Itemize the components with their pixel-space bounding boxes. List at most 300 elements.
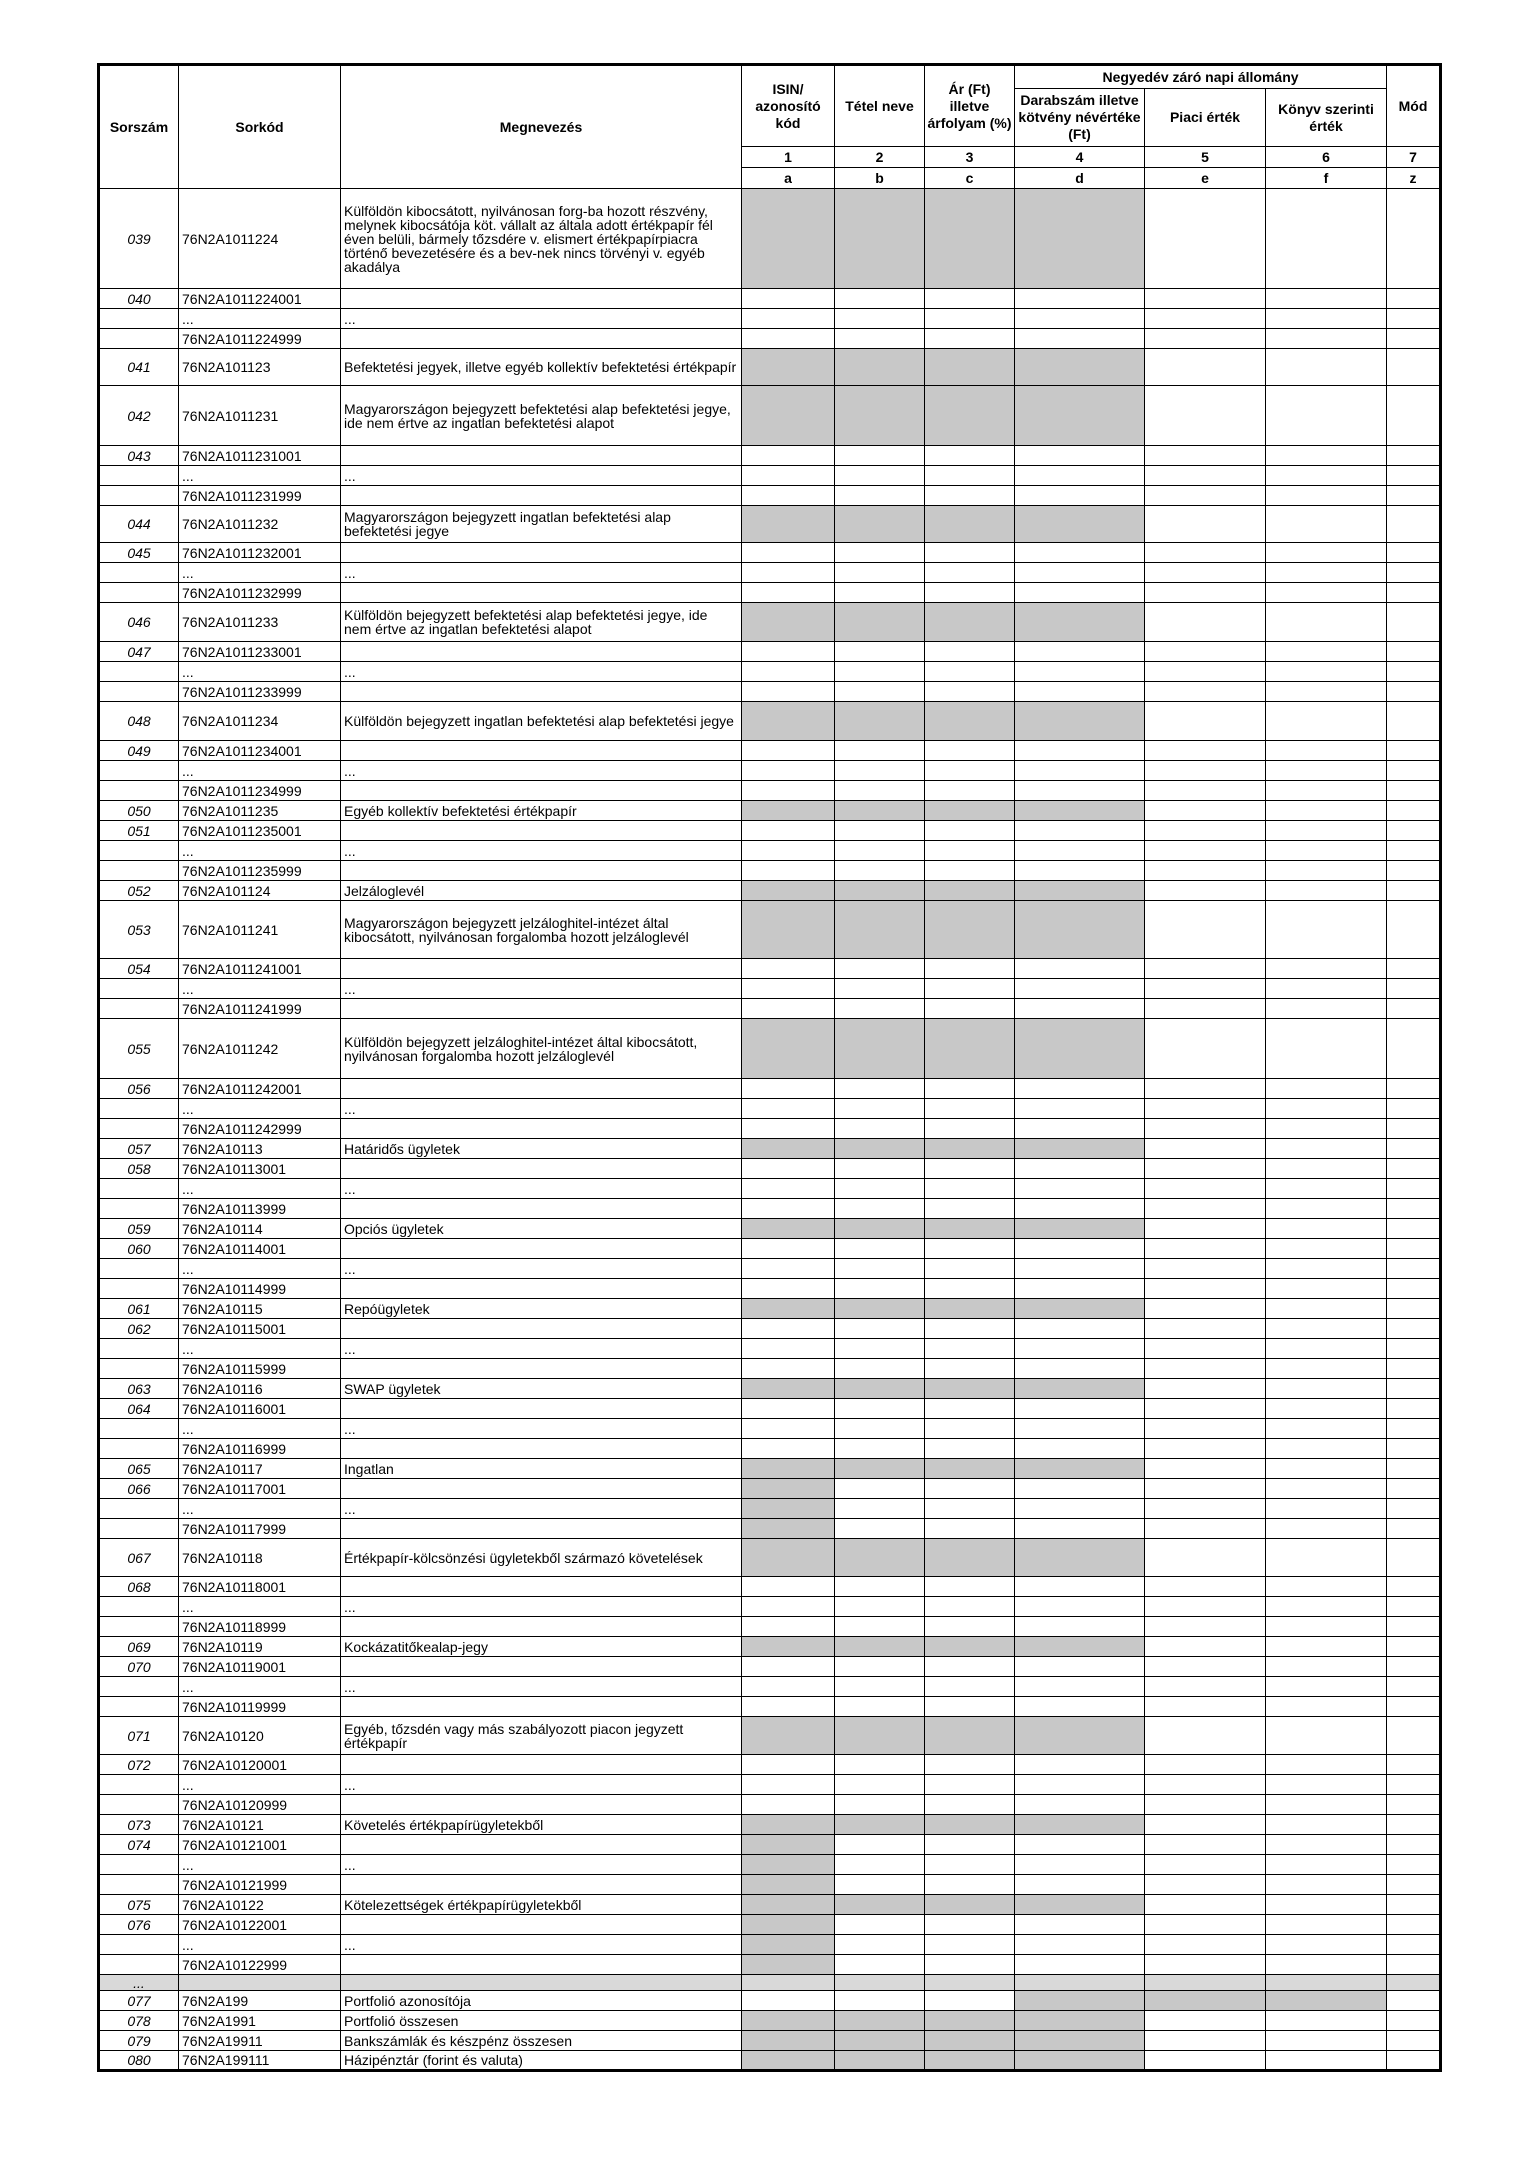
isin-cell[interactable] — [742, 1099, 835, 1119]
darabszam-cell[interactable] — [1015, 583, 1145, 603]
darabszam-cell[interactable] — [1015, 1875, 1145, 1895]
tetel-neve-cell[interactable] — [835, 486, 925, 506]
tetel-neve-cell[interactable] — [835, 1835, 925, 1855]
isin-cell[interactable] — [742, 1677, 835, 1697]
piaci-ertek-cell[interactable] — [1145, 1179, 1266, 1199]
tetel-neve-cell[interactable] — [835, 979, 925, 999]
piaci-ertek-cell[interactable] — [1145, 801, 1266, 821]
ar-cell[interactable] — [925, 1419, 1015, 1439]
mod-cell[interactable] — [1387, 1319, 1441, 1339]
ar-cell[interactable] — [925, 1279, 1015, 1299]
isin-cell[interactable] — [742, 959, 835, 979]
tetel-neve-cell[interactable] — [835, 781, 925, 801]
darabszam-cell[interactable] — [1015, 1697, 1145, 1717]
konyv-ertek-cell[interactable] — [1266, 1099, 1387, 1119]
konyv-ertek-cell[interactable] — [1266, 1459, 1387, 1479]
mod-cell[interactable] — [1387, 1815, 1441, 1835]
konyv-ertek-cell[interactable] — [1266, 349, 1387, 386]
tetel-neve-cell[interactable] — [835, 563, 925, 583]
konyv-ertek-cell[interactable] — [1266, 1159, 1387, 1179]
darabszam-cell[interactable] — [1015, 861, 1145, 881]
konyv-ertek-cell[interactable] — [1266, 1139, 1387, 1159]
konyv-ertek-cell[interactable] — [1266, 1419, 1387, 1439]
ar-cell[interactable] — [925, 1359, 1015, 1379]
mod-cell[interactable] — [1387, 1279, 1441, 1299]
piaci-ertek-cell[interactable] — [1145, 959, 1266, 979]
konyv-ertek-cell[interactable] — [1266, 841, 1387, 861]
darabszam-cell[interactable] — [1015, 1835, 1145, 1855]
mod-cell[interactable] — [1387, 1835, 1441, 1855]
isin-cell[interactable] — [742, 1179, 835, 1199]
piaci-ertek-cell[interactable] — [1145, 1079, 1266, 1099]
mod-cell[interactable] — [1387, 1755, 1441, 1775]
piaci-ertek-cell[interactable] — [1145, 682, 1266, 702]
konyv-ertek-cell[interactable] — [1266, 1697, 1387, 1717]
mod-cell[interactable] — [1387, 841, 1441, 861]
mod-cell[interactable] — [1387, 741, 1441, 761]
ar-cell[interactable] — [925, 1617, 1015, 1637]
mod-cell[interactable] — [1387, 1399, 1441, 1419]
mod-cell[interactable] — [1387, 1775, 1441, 1795]
isin-cell[interactable] — [742, 821, 835, 841]
darabszam-cell[interactable] — [1015, 1915, 1145, 1935]
konyv-ertek-cell[interactable] — [1266, 1775, 1387, 1795]
konyv-ertek-cell[interactable] — [1266, 901, 1387, 959]
piaci-ertek-cell[interactable] — [1145, 1399, 1266, 1419]
tetel-neve-cell[interactable] — [835, 1279, 925, 1299]
darabszam-cell[interactable] — [1015, 1755, 1145, 1775]
ar-cell[interactable] — [925, 486, 1015, 506]
darabszam-cell[interactable] — [1015, 1279, 1145, 1299]
konyv-ertek-cell[interactable] — [1266, 979, 1387, 999]
darabszam-cell[interactable] — [1015, 563, 1145, 583]
mod-cell[interactable] — [1387, 1617, 1441, 1637]
ar-cell[interactable] — [925, 979, 1015, 999]
piaci-ertek-cell[interactable] — [1145, 999, 1266, 1019]
darabszam-cell[interactable] — [1015, 741, 1145, 761]
mod-cell[interactable] — [1387, 1119, 1441, 1139]
piaci-ertek-cell[interactable] — [1145, 702, 1266, 741]
isin-cell[interactable] — [742, 1079, 835, 1099]
mod-cell[interactable] — [1387, 1019, 1441, 1079]
darabszam-cell[interactable] — [1015, 1179, 1145, 1199]
darabszam-cell[interactable] — [1015, 1359, 1145, 1379]
mod-cell[interactable] — [1387, 901, 1441, 959]
darabszam-cell[interactable] — [1015, 662, 1145, 682]
konyv-ertek-cell[interactable] — [1266, 861, 1387, 881]
mod-cell[interactable] — [1387, 761, 1441, 781]
ar-cell[interactable] — [925, 1399, 1015, 1419]
konyv-ertek-cell[interactable] — [1266, 959, 1387, 979]
mod-cell[interactable] — [1387, 1499, 1441, 1519]
ar-cell[interactable] — [925, 1795, 1015, 1815]
piaci-ertek-cell[interactable] — [1145, 1657, 1266, 1677]
ar-cell[interactable] — [925, 741, 1015, 761]
konyv-ertek-cell[interactable] — [1266, 682, 1387, 702]
konyv-ertek-cell[interactable] — [1266, 329, 1387, 349]
konyv-ertek-cell[interactable] — [1266, 1955, 1387, 1975]
tetel-neve-cell[interactable] — [835, 1657, 925, 1677]
konyv-ertek-cell[interactable] — [1266, 801, 1387, 821]
piaci-ertek-cell[interactable] — [1145, 861, 1266, 881]
isin-cell[interactable] — [742, 1319, 835, 1339]
konyv-ertek-cell[interactable] — [1266, 662, 1387, 682]
piaci-ertek-cell[interactable] — [1145, 1019, 1266, 1079]
ar-cell[interactable] — [925, 1875, 1015, 1895]
darabszam-cell[interactable] — [1015, 1577, 1145, 1597]
isin-cell[interactable] — [742, 1439, 835, 1459]
mod-cell[interactable] — [1387, 1199, 1441, 1219]
ar-cell[interactable] — [925, 466, 1015, 486]
mod-cell[interactable] — [1387, 563, 1441, 583]
piaci-ertek-cell[interactable] — [1145, 1539, 1266, 1577]
isin-cell[interactable] — [742, 543, 835, 563]
mod-cell[interactable] — [1387, 1379, 1441, 1399]
konyv-ertek-cell[interactable] — [1266, 189, 1387, 289]
isin-cell[interactable] — [742, 999, 835, 1019]
konyv-ertek-cell[interactable] — [1266, 1319, 1387, 1339]
piaci-ertek-cell[interactable] — [1145, 1617, 1266, 1637]
ar-cell[interactable] — [925, 959, 1015, 979]
piaci-ertek-cell[interactable] — [1145, 446, 1266, 466]
tetel-neve-cell[interactable] — [835, 583, 925, 603]
tetel-neve-cell[interactable] — [835, 1399, 925, 1419]
piaci-ertek-cell[interactable] — [1145, 1677, 1266, 1697]
darabszam-cell[interactable] — [1015, 1617, 1145, 1637]
mod-cell[interactable] — [1387, 1855, 1441, 1875]
piaci-ertek-cell[interactable] — [1145, 1775, 1266, 1795]
mod-cell[interactable] — [1387, 1479, 1441, 1499]
darabszam-cell[interactable] — [1015, 1119, 1145, 1139]
mod-cell[interactable] — [1387, 1459, 1441, 1479]
piaci-ertek-cell[interactable] — [1145, 1499, 1266, 1519]
konyv-ertek-cell[interactable] — [1266, 1519, 1387, 1539]
konyv-ertek-cell[interactable] — [1266, 1657, 1387, 1677]
konyv-ertek-cell[interactable] — [1266, 2011, 1387, 2031]
mod-cell[interactable] — [1387, 466, 1441, 486]
ar-cell[interactable] — [925, 821, 1015, 841]
konyv-ertek-cell[interactable] — [1266, 1499, 1387, 1519]
isin-cell[interactable] — [742, 761, 835, 781]
isin-cell[interactable] — [742, 1975, 835, 1991]
darabszam-cell[interactable] — [1015, 466, 1145, 486]
isin-cell[interactable] — [742, 1119, 835, 1139]
tetel-neve-cell[interactable] — [835, 1079, 925, 1099]
piaci-ertek-cell[interactable] — [1145, 1519, 1266, 1539]
ar-cell[interactable] — [925, 1239, 1015, 1259]
isin-cell[interactable] — [742, 1577, 835, 1597]
konyv-ertek-cell[interactable] — [1266, 1379, 1387, 1399]
konyv-ertek-cell[interactable] — [1266, 1539, 1387, 1577]
tetel-neve-cell[interactable] — [835, 1439, 925, 1459]
darabszam-cell[interactable] — [1015, 1199, 1145, 1219]
mod-cell[interactable] — [1387, 1975, 1441, 1991]
darabszam-cell[interactable] — [1015, 1099, 1145, 1119]
konyv-ertek-cell[interactable] — [1266, 1815, 1387, 1835]
tetel-neve-cell[interactable] — [835, 1499, 925, 1519]
mod-cell[interactable] — [1387, 2011, 1441, 2031]
isin-cell[interactable] — [742, 583, 835, 603]
konyv-ertek-cell[interactable] — [1266, 1399, 1387, 1419]
mod-cell[interactable] — [1387, 603, 1441, 642]
konyv-ertek-cell[interactable] — [1266, 999, 1387, 1019]
mod-cell[interactable] — [1387, 1219, 1441, 1239]
tetel-neve-cell[interactable] — [835, 1199, 925, 1219]
piaci-ertek-cell[interactable] — [1145, 486, 1266, 506]
isin-cell[interactable] — [742, 1199, 835, 1219]
darabszam-cell[interactable] — [1015, 1159, 1145, 1179]
darabszam-cell[interactable] — [1015, 1079, 1145, 1099]
konyv-ertek-cell[interactable] — [1266, 1717, 1387, 1755]
isin-cell[interactable] — [742, 329, 835, 349]
mod-cell[interactable] — [1387, 1099, 1441, 1119]
ar-cell[interactable] — [925, 1855, 1015, 1875]
darabszam-cell[interactable] — [1015, 486, 1145, 506]
tetel-neve-cell[interactable] — [835, 1775, 925, 1795]
piaci-ertek-cell[interactable] — [1145, 1915, 1266, 1935]
isin-cell[interactable] — [742, 1755, 835, 1775]
konyv-ertek-cell[interactable] — [1266, 1019, 1387, 1079]
konyv-ertek-cell[interactable] — [1266, 2031, 1387, 2051]
isin-cell[interactable] — [742, 1159, 835, 1179]
ar-cell[interactable] — [925, 1499, 1015, 1519]
isin-cell[interactable] — [742, 1359, 835, 1379]
ar-cell[interactable] — [925, 1935, 1015, 1955]
piaci-ertek-cell[interactable] — [1145, 1359, 1266, 1379]
tetel-neve-cell[interactable] — [835, 1259, 925, 1279]
darabszam-cell[interactable] — [1015, 543, 1145, 563]
konyv-ertek-cell[interactable] — [1266, 1795, 1387, 1815]
isin-cell[interactable] — [742, 1991, 835, 2011]
konyv-ertek-cell[interactable] — [1266, 1975, 1387, 1991]
mod-cell[interactable] — [1387, 506, 1441, 543]
mod-cell[interactable] — [1387, 1419, 1441, 1439]
mod-cell[interactable] — [1387, 1717, 1441, 1755]
mod-cell[interactable] — [1387, 821, 1441, 841]
mod-cell[interactable] — [1387, 781, 1441, 801]
tetel-neve-cell[interactable] — [835, 662, 925, 682]
ar-cell[interactable] — [925, 1519, 1015, 1539]
piaci-ertek-cell[interactable] — [1145, 1855, 1266, 1875]
ar-cell[interactable] — [925, 1775, 1015, 1795]
tetel-neve-cell[interactable] — [835, 289, 925, 309]
piaci-ertek-cell[interactable] — [1145, 1219, 1266, 1239]
mod-cell[interactable] — [1387, 959, 1441, 979]
piaci-ertek-cell[interactable] — [1145, 1319, 1266, 1339]
konyv-ertek-cell[interactable] — [1266, 289, 1387, 309]
ar-cell[interactable] — [925, 1677, 1015, 1697]
mod-cell[interactable] — [1387, 1139, 1441, 1159]
isin-cell[interactable] — [742, 1697, 835, 1717]
tetel-neve-cell[interactable] — [835, 1239, 925, 1259]
tetel-neve-cell[interactable] — [835, 959, 925, 979]
darabszam-cell[interactable] — [1015, 761, 1145, 781]
ar-cell[interactable] — [925, 329, 1015, 349]
mod-cell[interactable] — [1387, 1657, 1441, 1677]
darabszam-cell[interactable] — [1015, 1677, 1145, 1697]
isin-cell[interactable] — [742, 741, 835, 761]
konyv-ertek-cell[interactable] — [1266, 1677, 1387, 1697]
mod-cell[interactable] — [1387, 801, 1441, 821]
tetel-neve-cell[interactable] — [835, 841, 925, 861]
piaci-ertek-cell[interactable] — [1145, 1795, 1266, 1815]
darabszam-cell[interactable] — [1015, 1499, 1145, 1519]
piaci-ertek-cell[interactable] — [1145, 881, 1266, 901]
mod-cell[interactable] — [1387, 1439, 1441, 1459]
piaci-ertek-cell[interactable] — [1145, 1835, 1266, 1855]
darabszam-cell[interactable] — [1015, 959, 1145, 979]
tetel-neve-cell[interactable] — [835, 1617, 925, 1637]
tetel-neve-cell[interactable] — [835, 642, 925, 662]
mod-cell[interactable] — [1387, 1299, 1441, 1319]
piaci-ertek-cell[interactable] — [1145, 642, 1266, 662]
tetel-neve-cell[interactable] — [835, 1099, 925, 1119]
tetel-neve-cell[interactable] — [835, 999, 925, 1019]
darabszam-cell[interactable] — [1015, 1519, 1145, 1539]
darabszam-cell[interactable] — [1015, 1855, 1145, 1875]
piaci-ertek-cell[interactable] — [1145, 563, 1266, 583]
konyv-ertek-cell[interactable] — [1266, 1915, 1387, 1935]
darabszam-cell[interactable] — [1015, 1339, 1145, 1359]
isin-cell[interactable] — [742, 1775, 835, 1795]
konyv-ertek-cell[interactable] — [1266, 466, 1387, 486]
konyv-ertek-cell[interactable] — [1266, 2051, 1387, 2071]
darabszam-cell[interactable] — [1015, 1479, 1145, 1499]
ar-cell[interactable] — [925, 1099, 1015, 1119]
mod-cell[interactable] — [1387, 1179, 1441, 1199]
isin-cell[interactable] — [742, 841, 835, 861]
ar-cell[interactable] — [925, 1079, 1015, 1099]
isin-cell[interactable] — [742, 682, 835, 702]
konyv-ertek-cell[interactable] — [1266, 881, 1387, 901]
darabszam-cell[interactable] — [1015, 1597, 1145, 1617]
isin-cell[interactable] — [742, 289, 835, 309]
konyv-ertek-cell[interactable] — [1266, 386, 1387, 446]
piaci-ertek-cell[interactable] — [1145, 1697, 1266, 1717]
mod-cell[interactable] — [1387, 446, 1441, 466]
konyv-ertek-cell[interactable] — [1266, 642, 1387, 662]
ar-cell[interactable] — [925, 1199, 1015, 1219]
ar-cell[interactable] — [925, 1339, 1015, 1359]
konyv-ertek-cell[interactable] — [1266, 603, 1387, 642]
darabszam-cell[interactable] — [1015, 1399, 1145, 1419]
mod-cell[interactable] — [1387, 1159, 1441, 1179]
piaci-ertek-cell[interactable] — [1145, 761, 1266, 781]
mod-cell[interactable] — [1387, 1539, 1441, 1577]
mod-cell[interactable] — [1387, 1677, 1441, 1697]
piaci-ertek-cell[interactable] — [1145, 1577, 1266, 1597]
darabszam-cell[interactable] — [1015, 1935, 1145, 1955]
mod-cell[interactable] — [1387, 1597, 1441, 1617]
darabszam-cell[interactable] — [1015, 446, 1145, 466]
isin-cell[interactable] — [742, 781, 835, 801]
mod-cell[interactable] — [1387, 1697, 1441, 1717]
ar-cell[interactable] — [925, 309, 1015, 329]
darabszam-cell[interactable] — [1015, 289, 1145, 309]
konyv-ertek-cell[interactable] — [1266, 1935, 1387, 1955]
tetel-neve-cell[interactable] — [835, 1975, 925, 1991]
piaci-ertek-cell[interactable] — [1145, 1955, 1266, 1975]
isin-cell[interactable] — [742, 486, 835, 506]
piaci-ertek-cell[interactable] — [1145, 781, 1266, 801]
tetel-neve-cell[interactable] — [835, 1319, 925, 1339]
mod-cell[interactable] — [1387, 1915, 1441, 1935]
isin-cell[interactable] — [742, 1617, 835, 1637]
piaci-ertek-cell[interactable] — [1145, 1875, 1266, 1895]
mod-cell[interactable] — [1387, 2031, 1441, 2051]
konyv-ertek-cell[interactable] — [1266, 1279, 1387, 1299]
piaci-ertek-cell[interactable] — [1145, 1199, 1266, 1219]
ar-cell[interactable] — [925, 999, 1015, 1019]
ar-cell[interactable] — [925, 841, 1015, 861]
konyv-ertek-cell[interactable] — [1266, 1597, 1387, 1617]
tetel-neve-cell[interactable] — [835, 466, 925, 486]
tetel-neve-cell[interactable] — [835, 761, 925, 781]
mod-cell[interactable] — [1387, 486, 1441, 506]
tetel-neve-cell[interactable] — [835, 1677, 925, 1697]
piaci-ertek-cell[interactable] — [1145, 466, 1266, 486]
piaci-ertek-cell[interactable] — [1145, 1239, 1266, 1259]
ar-cell[interactable] — [925, 289, 1015, 309]
darabszam-cell[interactable] — [1015, 682, 1145, 702]
mod-cell[interactable] — [1387, 682, 1441, 702]
konyv-ertek-cell[interactable] — [1266, 1577, 1387, 1597]
mod-cell[interactable] — [1387, 1875, 1441, 1895]
isin-cell[interactable] — [742, 1795, 835, 1815]
piaci-ertek-cell[interactable] — [1145, 1935, 1266, 1955]
mod-cell[interactable] — [1387, 1991, 1441, 2011]
tetel-neve-cell[interactable] — [835, 741, 925, 761]
ar-cell[interactable] — [925, 1755, 1015, 1775]
piaci-ertek-cell[interactable] — [1145, 603, 1266, 642]
ar-cell[interactable] — [925, 1577, 1015, 1597]
piaci-ertek-cell[interactable] — [1145, 1299, 1266, 1319]
konyv-ertek-cell[interactable] — [1266, 1359, 1387, 1379]
darabszam-cell[interactable] — [1015, 821, 1145, 841]
darabszam-cell[interactable] — [1015, 1775, 1145, 1795]
konyv-ertek-cell[interactable] — [1266, 702, 1387, 741]
mod-cell[interactable] — [1387, 1239, 1441, 1259]
ar-cell[interactable] — [925, 1597, 1015, 1617]
ar-cell[interactable] — [925, 1975, 1015, 1991]
konyv-ertek-cell[interactable] — [1266, 1079, 1387, 1099]
tetel-neve-cell[interactable] — [835, 1119, 925, 1139]
ar-cell[interactable] — [925, 861, 1015, 881]
konyv-ertek-cell[interactable] — [1266, 1339, 1387, 1359]
isin-cell[interactable] — [742, 1339, 835, 1359]
ar-cell[interactable] — [925, 563, 1015, 583]
darabszam-cell[interactable] — [1015, 329, 1145, 349]
piaci-ertek-cell[interactable] — [1145, 662, 1266, 682]
ar-cell[interactable] — [925, 761, 1015, 781]
piaci-ertek-cell[interactable] — [1145, 741, 1266, 761]
ar-cell[interactable] — [925, 682, 1015, 702]
mod-cell[interactable] — [1387, 1339, 1441, 1359]
tetel-neve-cell[interactable] — [835, 1479, 925, 1499]
ar-cell[interactable] — [925, 642, 1015, 662]
piaci-ertek-cell[interactable] — [1145, 979, 1266, 999]
konyv-ertek-cell[interactable] — [1266, 1875, 1387, 1895]
tetel-neve-cell[interactable] — [835, 1159, 925, 1179]
isin-cell[interactable] — [742, 1597, 835, 1617]
mod-cell[interactable] — [1387, 1895, 1441, 1915]
piaci-ertek-cell[interactable] — [1145, 1637, 1266, 1657]
piaci-ertek-cell[interactable] — [1145, 189, 1266, 289]
tetel-neve-cell[interactable] — [835, 1577, 925, 1597]
isin-cell[interactable] — [742, 861, 835, 881]
konyv-ertek-cell[interactable] — [1266, 1855, 1387, 1875]
piaci-ertek-cell[interactable] — [1145, 1419, 1266, 1439]
